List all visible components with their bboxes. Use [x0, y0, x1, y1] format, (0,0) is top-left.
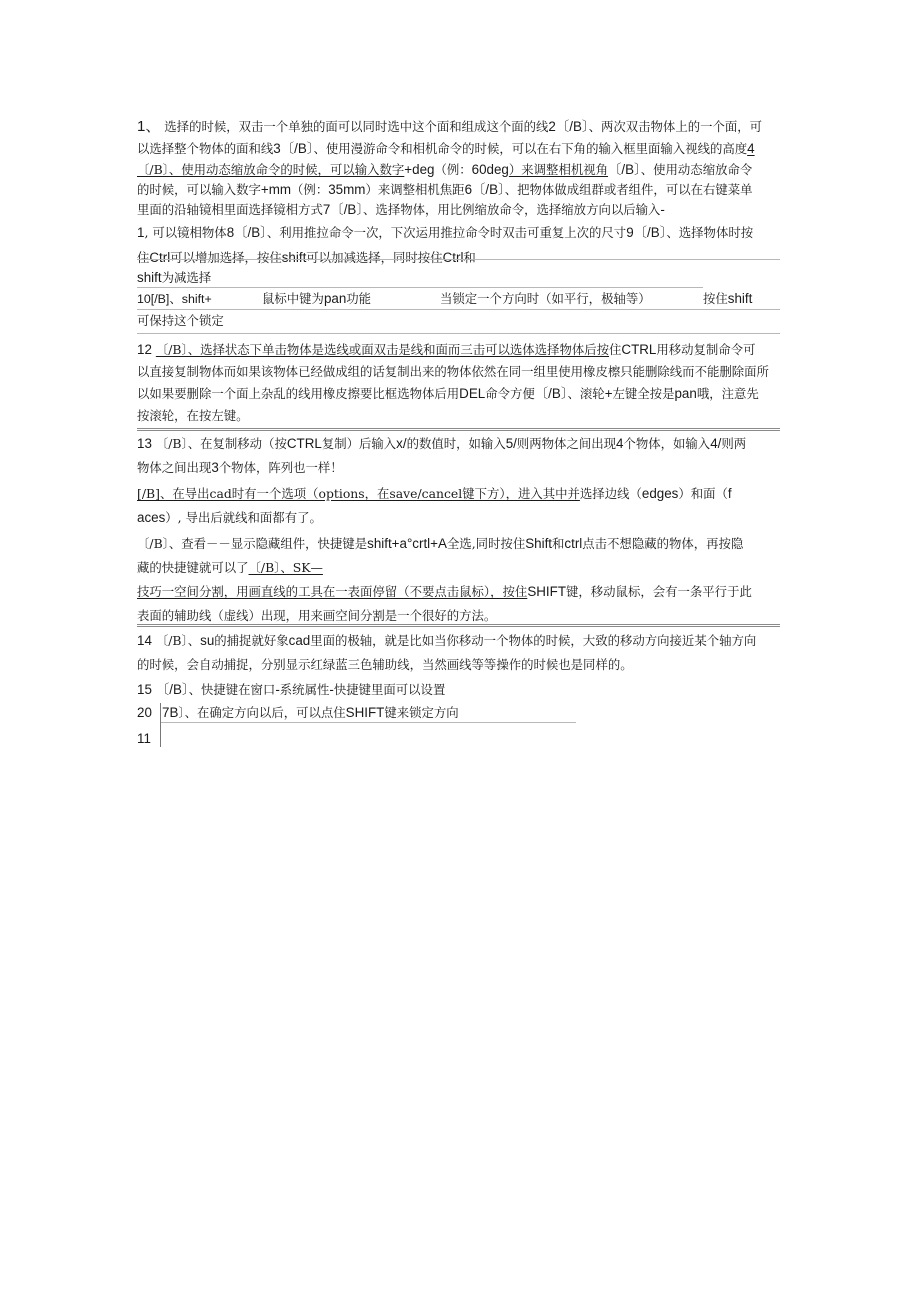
- shift-line: shift为减选择: [137, 270, 212, 285]
- paragraph-13: 13 〔/B〕、在复制移动（按CTRL复制）后输入x/的数值时，如输入5/则两物体之间出现4个物体，如输入4/则两 物体之间出现3个物体，阵列也一样！: [137, 436, 747, 475]
- divider: [137, 259, 780, 260]
- paragraph-11: 11: [137, 731, 151, 746]
- item-number: 1、: [137, 118, 161, 135]
- document-page: 1、 选择的时候，双击一个单独的面可以同时选中这个面和组成这个面的线2〔/B〕、两次双击物体上的一个面，可 以选择整个物体的面和线3〔/B〕、使用漫游命令和相机命令的时候，可以在右下角的输入框里面输入视线的高度4 〔/B〕、使用动态缩放命令的时候，可以输入数字+deg（例：60deg）来调整相机视角〔/B〕、使用动态缩放命令 的时候，可以输入数字+mm（例：35mm）来调整相机焦距6〔/B〕、把物体做成组群或者组件，可以在右键菜单 里面的沿轴镜相里面选择镜相方式7〔/B〕、选择物体，用比例缩放命令，选择缩放方向以后输入- 1, 可以镜相物体8〔/B〕、利用推拉命令一次，下次运用推拉命令时双击可重复上次的尺寸9〔/B〕、选择物体时按 住Ctrl可以增加选择，按住shift可以加减选择，同时按住Ctrl和 shift为减选择 10[/B]、shift+ 鼠标中键为pan功能 当锁定一个方向时（如平行，极轴等） 按住shift 可保持这个锁定 12 〔/B〕、选择状态下单击物体是选线或面双击是线和面而三击可以选体选择物体后按住CTRL用移动复制命令可 以直接复制物体而如果该物体已经做成组的话复制出来的物体依然在同一组里使用橡皮檫只能删除线而不能删除面所 以如果要删除一个面上杂乱的线用橡皮擦要比框选物体后用DEL命令方便〔/B〕、滚轮+左键全按是pan哦，注意先 按滚轮，在按左键。 13 〔/B〕、在复制移动（按CTRL复制）后输入x/的数值时，如输入5/则两物体之间出现4个物体，如输入4/则两 物体之间出现3个物体，阵列也一样！ [/B]、在导出cad时有一个选项（options，在save/cancel键下方），进入其中并选择边线（edges）和面（f aces）, 导出后就线和面都有了。 〔/B〕、查看－－显示隐藏组件，快捷键是shift+a°crtl+A全选,同时按住Shift和ctrl点击不想隐藏的物体，再按隐 藏的快捷键就可以了〔/B〕、SK— 技巧一空间分割，用画直线的工具在一表面停留（不要点击鼠标），按住SHIFT键，移动鼠标，会有一条平行于此 表面的辅助线（虚线）出现，用来画空间分割是一个很好的方法。 14 〔/B〕、su的捕捉就好象cad里面的极轴，就是比如当你移动一个物体的时候，大致的移动方向接近某个轴方向 的时候，会自动捕捉，分别显示红绿蓝三色辅助线，当然画线等等操作的时候也是同样的。 15 〔/B〕、快捷键在窗口-系统属性-快捷键里面可以设置 20 7B〕、在确定方向以后，可以点住SHIFT键来锁定方向 11: [0, 0, 920, 1303]
- divider: [137, 428, 780, 431]
- divider: [137, 287, 703, 288]
- item-number: 14: [137, 633, 152, 648]
- item-number: 15: [137, 682, 152, 697]
- divider: [137, 333, 780, 334]
- paragraph-15: 15 〔/B〕、快捷键在窗口-系统属性-快捷键里面可以设置: [137, 682, 446, 697]
- item-number: 13: [137, 436, 152, 451]
- divider: [160, 722, 576, 723]
- paragraph-12: 12 〔/B〕、选择状态下单击物体是选线或面双击是线和面而三击可以选体选择物体后按住CTRL用移动复制命令可 以直接复制物体而如果该物体已经做成组的话复制出来的物体依然在同一组里使用橡皮檫只能删除线而不能删除面所 以如果要删除一个面上杂乱的线用橡皮擦要比框选物体后用DEL命令方便〔/B〕、滚轮+左键全按是pan哦，注意先 按滚轮，在按左键。: [137, 342, 769, 423]
- paragraph-cad-export: [/B]、在导出cad时有一个选项（options，在save/cancel键下方），进入其中并选择边线（edges）和面（f aces）, 导出后就线和面都有了。: [137, 486, 732, 525]
- item-number: 12: [137, 342, 152, 357]
- divider: [137, 624, 780, 627]
- item-number: 20: [137, 705, 152, 720]
- paragraph-hide: 〔/B〕、查看－－显示隐藏组件，快捷键是shift+a°crtl+A全选,同时按住Shift和ctrl点击不想隐藏的物体，再按隐 藏的快捷键就可以了〔/B〕、SK— 技巧一空间分割，用画直线的工具在一表面停留（不要点击鼠标），按住SHIFT键，移动鼠标，会有一条平行于此 表面的辅助线（虚线）出现，用来画空间分割是一个很好的方法。: [137, 536, 752, 623]
- paragraph-1: 1、 选择的时候，双击一个单独的面可以同时选中这个面和组成这个面的线2〔/B〕、两次双击物体上的一个面，可 以选择整个物体的面和线3〔/B〕、使用漫游命令和相机命令的时候，可以在右下角的输入框里面输入视线的高度4 〔/B〕、使用动态缩放命令的时候，可以输入数字+deg（例：60deg）来调整相机视角〔/B〕、使用动态缩放命令 的时候，可以输入数字+mm（例：35mm）来调整相机焦距6〔/B〕、把物体做成组群或者组件，可以在右键菜单 里面的沿轴镜相里面选择镜相方式7〔/B〕、选择物体，用比例缩放命令，选择缩放方向以后输入- 1, 可以镜相物体8〔/B〕、利用推拉命令一次，下次运用推拉命令时双击可重复上次的尺寸9〔/B〕、选择物体时按 住Ctrl可以增加选择，按住shift可以加减选择，同时按住Ctrl和: [137, 118, 763, 265]
- vertical-rule: [160, 703, 161, 747]
- paragraph-14: 14 〔/B〕、su的捕捉就好象cad里面的极轴，就是比如当你移动一个物体的时候，大致的移动方向接近某个轴方向 的时候，会自动捕捉，分别显示红绿蓝三色辅助线，当然画线等等操作的时候也是同样的。: [137, 633, 757, 672]
- divider: [137, 309, 780, 310]
